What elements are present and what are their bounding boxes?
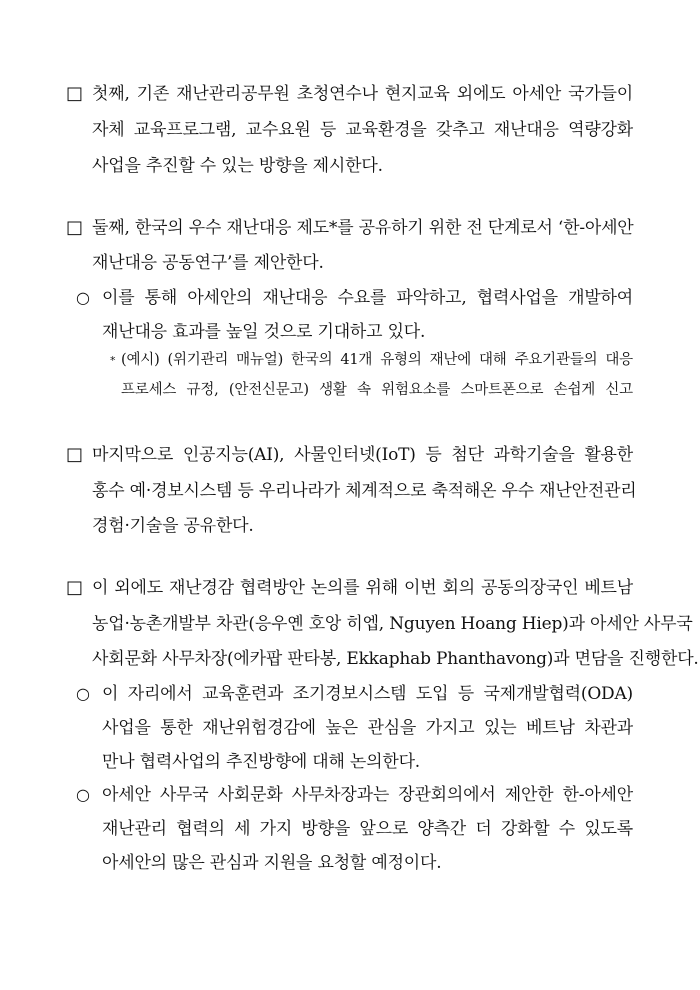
- sub-paragraph-line: 재난대응 효과를 높일 것으로 기대하고 있다.: [102, 322, 426, 342]
- sub-paragraph-line: 이 자리에서 교육훈련과 조기경보시스템 도입 등 국제개발협력(ODA): [102, 684, 633, 704]
- sub-paragraph-line: 아세안의 많은 관심과 지원을 요청할 예정이다.: [102, 853, 442, 873]
- footnote-line: (예시) (위기관리 매뉴얼) 한국의 41개 유형의 재난에 대해 주요기관들의 대응: [121, 352, 633, 368]
- circle-bullet: ○: [76, 785, 90, 804]
- checkbox-bullet: □: [66, 83, 84, 104]
- paragraph-line: 둘째, 한국의 우수 재난대응 제도*를 공유하기 위한 전 단계로서 ‘한-아세안: [92, 218, 634, 238]
- paragraph-line: 첫째, 기존 재난관리공무원 초청연수나 현지교육 외에도 아세안 국가들이: [92, 84, 633, 104]
- sub-paragraph-line: 아세안 사무국 사회문화 사무차장과는 장관회의에서 제안한 한-아세안: [102, 785, 633, 805]
- checkbox-bullet: □: [66, 444, 84, 465]
- sub-paragraph-line: 사업을 통한 재난위험경감에 높은 관심을 가지고 있는 베트남 차관과: [102, 718, 633, 738]
- sub-paragraph-line: 재난관리 협력의 세 가지 방향을 앞으로 양측간 더 강화할 수 있도록: [102, 819, 633, 839]
- paragraph-line: 경험·기술을 공유한다.: [92, 516, 254, 536]
- sub-paragraph-line: 이를 통해 아세안의 재난대응 수요를 파악하고, 협력사업을 개발하여: [102, 288, 633, 308]
- circle-bullet: ○: [76, 684, 90, 703]
- paragraph-line: 홍수 예·경보시스템 등 우리나라가 체계적으로 축적해온 우수 재난안전관리: [92, 481, 637, 501]
- paragraph-line: 농업·농촌개발부 차관(응우옌 호앙 히엡, Nguyen Hoang Hiep)과 아세안 사무국: [92, 614, 693, 634]
- checkbox-bullet: □: [66, 577, 84, 598]
- paragraph-line: 자체 교육프로그램, 교수요원 등 교육환경을 갖추고 재난대응 역량강화: [92, 120, 633, 140]
- paragraph-line: 사업을 추진할 수 있는 방향을 제시한다.: [92, 156, 383, 176]
- circle-bullet: ○: [76, 288, 90, 307]
- sub-paragraph-line: 만나 협력사업의 추진방향에 대해 논의한다.: [102, 752, 421, 772]
- footnote-marker: *: [110, 354, 116, 367]
- paragraph-line: 마지막으로 인공지능(AI), 사물인터넷(IoT) 등 첨단 과학기술을 활용한: [92, 445, 633, 465]
- paragraph-line: 사회문화 사무차장(에카팝 판타봉, Ekkaphab Phanthavong)과 면담을 진행한다.: [92, 649, 699, 669]
- checkbox-bullet: □: [66, 217, 84, 238]
- paragraph-line: 이 외에도 재난경감 협력방안 논의를 위해 이번 회의 공동의장국인 베트남: [92, 578, 633, 598]
- paragraph-line: 재난대응 공동연구’를 제안한다.: [92, 253, 324, 273]
- footnote-line: 프로세스 규정, (안전신문고) 생활 속 위험요소를 스마트폰으로 손쉽게 신고: [121, 382, 633, 398]
